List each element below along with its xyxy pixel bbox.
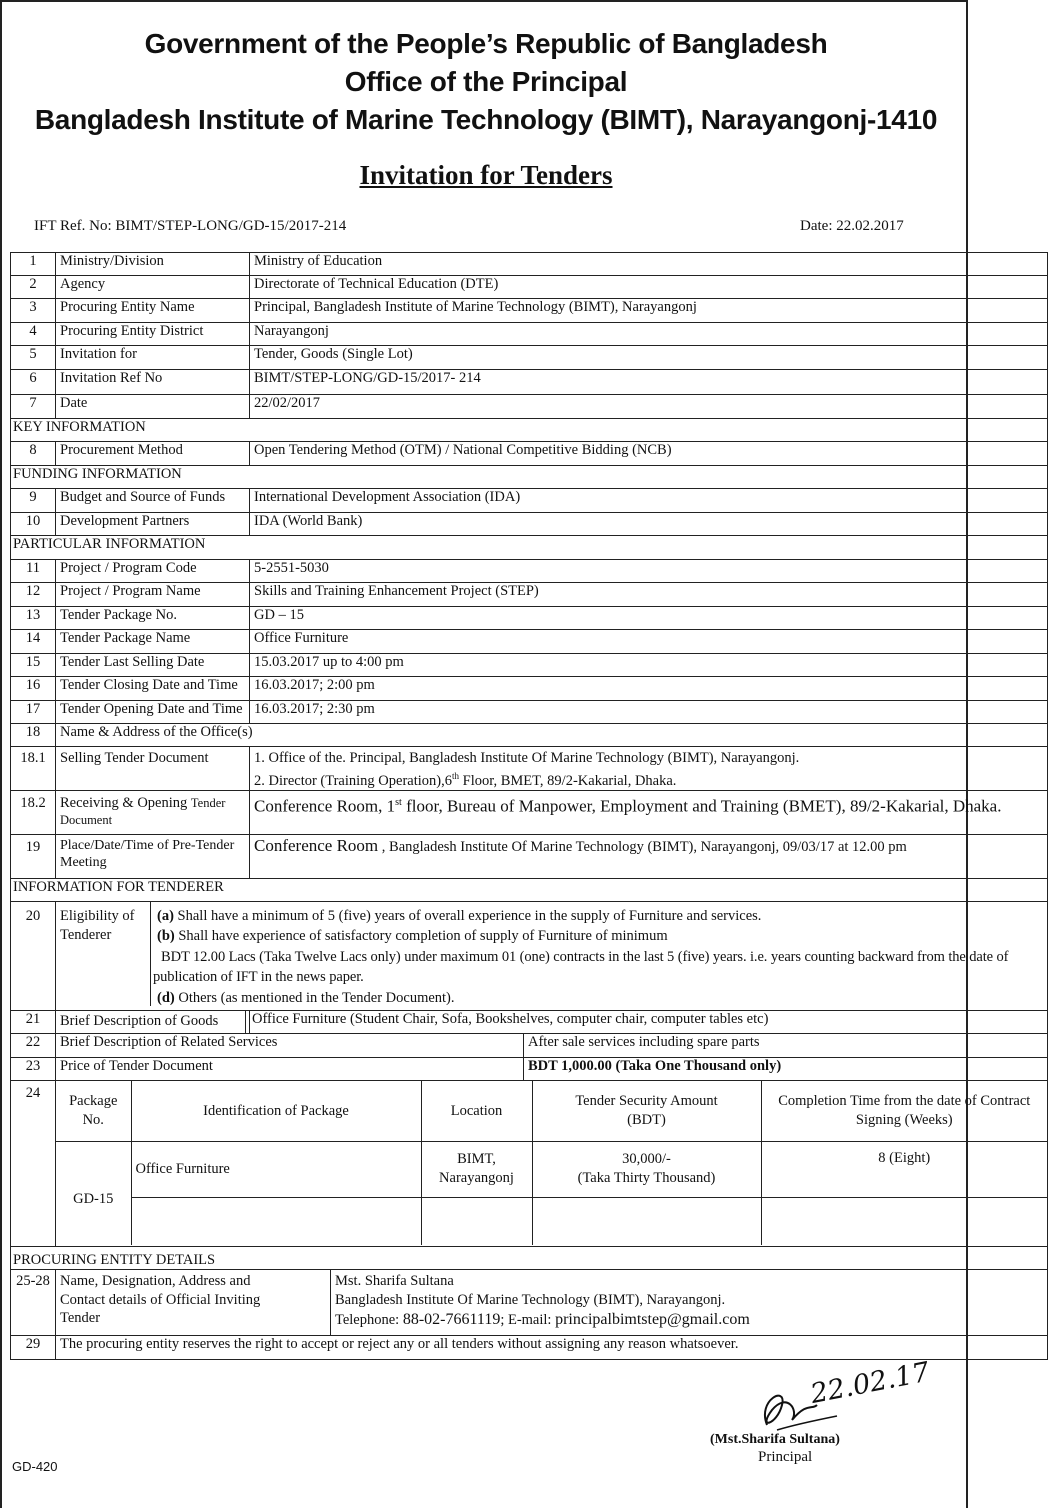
row-value: International Development Association (IDA)	[250, 489, 1048, 513]
row-number: 25-28	[11, 1270, 56, 1336]
row-number: 13	[11, 607, 56, 630]
package-location: BIMT, Narayangonj	[421, 1141, 532, 1197]
package-empty-row	[56, 1197, 1047, 1245]
row-number: 20	[11, 901, 56, 1011]
col-package-no: Package No.	[56, 1081, 131, 1141]
section-row	[11, 536, 1048, 560]
notice-title: Invitation for Tenders	[359, 160, 613, 190]
row-value: 16.03.2017; 2:30 pm	[250, 701, 1048, 724]
row-value: Office Furniture (Student Chair, Sofa, Bookshelves, computer chair, computer tables etc)	[250, 1011, 1048, 1034]
row-value: Tender, Goods (Single Lot)	[250, 346, 1048, 370]
table-row	[11, 630, 1048, 654]
row-label: Procuring Entity District	[56, 323, 250, 346]
row-number: 9	[11, 489, 56, 513]
row-label: Tender Package No.	[56, 607, 250, 630]
row-label: Selling Tender Document	[56, 747, 250, 791]
table-row	[11, 583, 1048, 607]
row-number: 10	[11, 513, 56, 536]
row-value: After sale services including spare parts	[524, 1034, 1048, 1058]
security-words: (Taka Thirty Thousand)	[577, 1170, 716, 1187]
package-completion-time: 8 (Eight)	[761, 1141, 1047, 1197]
text-part: Receiving & Opening	[60, 794, 191, 811]
col-completion-time: Completion Time from the date of Contract Signing (Weeks)	[761, 1081, 1047, 1141]
col-tender-security: Tender Security Amount (BDT)	[532, 1081, 761, 1141]
text-part: Others (as mentioned in the Tender Document).	[174, 989, 455, 1006]
text-part: 2. Director (Training Operation),6	[254, 772, 452, 789]
superscript: th	[452, 771, 460, 781]
row-label: Ministry/Division	[56, 253, 250, 276]
text-part: ; E-mail:	[500, 1312, 556, 1329]
row-label: Brief Description of Goods	[56, 1011, 246, 1033]
row-number: 2	[11, 276, 56, 299]
row-label: Tender Package Name	[56, 630, 250, 654]
row-value: Ministry of Education	[250, 253, 1048, 276]
header-institute: Bangladesh Institute of Marine Technology (BIMT), Narayangonj-1410	[34, 104, 938, 135]
table-row	[11, 607, 1048, 630]
row-text: The procuring entity reserves the right to accept or reject any or all tenders without assigning any reason whatsoever.	[56, 1336, 1048, 1360]
document-code: GD-420	[12, 1459, 58, 1474]
section-row	[11, 878, 1048, 901]
row-value	[331, 1270, 1048, 1336]
package-security	[532, 1141, 761, 1197]
section-information-for-tenderer: INFORMATION FOR TENDERER	[11, 878, 1048, 901]
goods-cell	[56, 1011, 250, 1034]
official-email: principalbimtstep@gmail.com	[555, 1311, 750, 1329]
package-number: GD-15	[56, 1141, 131, 1245]
row-value: BDT 1,000.00 (Taka One Thousand only)	[524, 1058, 1048, 1081]
row-label: Place/Date/Time of Pre-Tender Meeting	[56, 834, 250, 878]
row-value	[250, 790, 1048, 834]
table-row	[11, 513, 1048, 536]
table-row	[11, 395, 1048, 419]
tender-table	[10, 252, 1048, 1360]
text-part: Shall have experience of satisfactory completion of supply of Furniture of minimum	[174, 928, 668, 945]
table-row	[11, 442, 1048, 466]
superscript: st	[395, 796, 402, 808]
text-part: Telephone:	[335, 1312, 403, 1329]
row-label: Name & Address of the Office(s)	[56, 724, 1048, 747]
row-number: 6	[11, 370, 56, 395]
selling-office-line-1: 1. Office of the. Principal, Bangladesh Institute Of Marine Technology (BIMT), Narayangonj.	[254, 750, 800, 766]
row-value: 16.03.2017; 2:00 pm	[250, 677, 1048, 701]
header-office: Office of the Principal	[344, 66, 628, 97]
section-key-information: KEY INFORMATION	[11, 419, 1048, 442]
table-row	[11, 1058, 1048, 1081]
eligibility-criteria	[153, 902, 1047, 1011]
table-row	[11, 790, 1048, 834]
row-label: Budget and Source of Funds	[56, 489, 250, 513]
table-row	[11, 1034, 1048, 1058]
row-number: 24	[11, 1081, 56, 1247]
row-number: 22	[11, 1034, 56, 1058]
section-procuring-entity-details: PROCURING ENTITY DETAILS	[11, 1247, 1048, 1270]
row-label: Tender Opening Date and Time	[56, 701, 250, 724]
row-label: Project / Program Code	[56, 560, 250, 583]
row-value: Open Tendering Method (OTM) / National Competitive Bidding (NCB)	[250, 442, 1048, 466]
section-row	[11, 419, 1048, 442]
table-row	[11, 724, 1048, 747]
row-value	[250, 747, 1048, 791]
table-row	[11, 346, 1048, 370]
row-number: 21	[11, 1011, 56, 1034]
row-number: 15	[11, 654, 56, 677]
text-part: Shall have a minimum of 5 (five) years of overall experience in the supply of Furniture and services.	[173, 907, 762, 924]
col-location: Location	[421, 1081, 532, 1141]
text-part: floor, Bureau of Manpower, Employment and Training (BMET), 89/2-Kakarial, Dhaka.	[401, 796, 1002, 816]
package-cell	[56, 1081, 1048, 1247]
eligibility-cell	[56, 901, 1048, 1011]
selling-office-line-2	[254, 767, 1043, 790]
section-row	[11, 1247, 1048, 1270]
row-label: Development Partners	[56, 513, 250, 536]
text-part: Tender Document	[60, 795, 226, 827]
table-row	[11, 654, 1048, 677]
row-number: 4	[11, 323, 56, 346]
row-label: Project / Program Name	[56, 583, 250, 607]
row-number: 17	[11, 701, 56, 724]
row-number: 23	[11, 1058, 56, 1081]
row-number: 12	[11, 583, 56, 607]
row-value: Office Furniture	[250, 630, 1048, 654]
table-row	[11, 560, 1048, 583]
row-number: 5	[11, 346, 56, 370]
section-row	[11, 466, 1048, 489]
row-value: GD – 15	[250, 607, 1048, 630]
criteria-a	[157, 906, 1045, 927]
row-label: Date	[56, 395, 250, 419]
row-value: BIMT/STEP-LONG/GD-15/2017- 214	[250, 370, 1048, 395]
package-data-row	[56, 1141, 1047, 1197]
section-funding-information: FUNDING INFORMATION	[11, 466, 1048, 489]
row-number: 8	[11, 442, 56, 466]
package-name: Office Furniture	[131, 1141, 421, 1197]
row-label: Eligibility of Tenderer	[56, 902, 151, 1006]
row-label: Procuring Entity Name	[56, 299, 250, 323]
row-label: Tender Closing Date and Time	[56, 677, 250, 701]
row-number: 29	[11, 1336, 56, 1360]
row-number: 18	[11, 724, 56, 747]
row-number: 1	[11, 253, 56, 276]
package-header-row	[56, 1081, 1047, 1141]
criteria-b-continued: BDT 12.00 Lacs (Taka Twelve Lacs only) under maximum 01 (one) contracts in the last 5 (five) years. i.e. years counting backward from the date of publication of IFT in the news paper.	[153, 948, 1009, 986]
row-value: Principal, Bangladesh Institute of Marine Technology (BIMT), Narayangonj	[250, 299, 1048, 323]
table-row	[11, 370, 1048, 395]
official-contact	[335, 1310, 1043, 1330]
row-value: 22/02/2017	[250, 395, 1048, 419]
official-address: Bangladesh Institute Of Marine Technology (BIMT), Narayangonj.	[335, 1292, 726, 1309]
package-table	[56, 1081, 1047, 1245]
row-label: Agency	[56, 276, 250, 299]
row-label	[56, 790, 250, 834]
row-number: 11	[11, 560, 56, 583]
row-value: Narayangonj	[250, 323, 1048, 346]
security-amount: 30,000/-	[622, 1151, 671, 1168]
text-part: Conference Room	[254, 835, 379, 855]
row-number: 7	[11, 395, 56, 419]
table-row	[11, 677, 1048, 701]
row-number: 3	[11, 299, 56, 323]
criteria-b	[157, 926, 1045, 947]
signatory-name: (Mst.Sharifa Sultana)	[710, 1432, 840, 1447]
row-label: Invitation for	[56, 346, 250, 370]
col-identification: Identification of Package	[131, 1081, 421, 1141]
row-value	[250, 834, 1048, 878]
row-number: 16	[11, 677, 56, 701]
row-value: 5-2551-5030	[250, 560, 1048, 583]
row-label: Procurement Method	[56, 442, 250, 466]
row-number: 18.1	[11, 747, 56, 791]
row-value: Skills and Training Enhancement Project (STEP)	[250, 583, 1048, 607]
row-number: 14	[11, 630, 56, 654]
text-part: Floor, BMET, 89/2-Kakarial, Dhaka.	[459, 772, 677, 789]
table-row	[11, 701, 1048, 724]
signature-date: 22.02.17	[808, 1356, 933, 1410]
table-row	[11, 1011, 1048, 1034]
row-number: 18.2	[11, 790, 56, 834]
official-name: Mst. Sharifa Sultana	[335, 1273, 454, 1290]
official-telephone: 88-02-7661119	[402, 1311, 501, 1329]
row-label: Price of Tender Document	[56, 1058, 524, 1081]
criteria-d	[157, 988, 1045, 1009]
section-particular-information: PARTICULAR INFORMATION	[11, 536, 1048, 560]
table-row	[11, 1081, 1048, 1247]
row-value: 15.03.2017 up to 4:00 pm	[250, 654, 1048, 677]
table-row	[11, 276, 1048, 299]
table-row	[11, 253, 1048, 276]
ift-ref-no: IFT Ref. No: BIMT/STEP-LONG/GD-15/2017-214	[34, 218, 347, 234]
signatory-title: Principal	[758, 1449, 813, 1465]
table-row	[11, 834, 1048, 878]
table-row	[11, 1270, 1048, 1336]
row-label: Tender Last Selling Date	[56, 654, 250, 677]
text-part: Conference Room, 1	[254, 796, 396, 816]
table-row	[11, 747, 1048, 791]
row-label: Brief Description of Related Services	[56, 1034, 524, 1058]
text-part: (b)	[157, 928, 175, 945]
row-number: 19	[11, 834, 56, 878]
text-part: (a)	[157, 907, 174, 924]
row-label: Name, Designation, Address and Contact details of Official Inviting Tender	[56, 1270, 331, 1336]
row-value: Directorate of Technical Education (DTE)	[250, 276, 1048, 299]
table-row	[11, 1336, 1048, 1360]
table-row	[11, 299, 1048, 323]
text-part: , Bangladesh Institute Of Marine Technology (BIMT), Narayangonj, 09/03/17 at 12.00 pm	[378, 838, 907, 855]
header-government: Government of the People’s Republic of Bangladesh	[144, 28, 828, 59]
table-row	[11, 901, 1048, 1011]
table-row	[11, 323, 1048, 346]
row-value: IDA (World Bank)	[250, 513, 1048, 536]
table-row	[11, 489, 1048, 513]
text-part: (d)	[157, 989, 175, 1006]
notice-date: Date: 22.02.2017	[800, 218, 904, 234]
row-label: Invitation Ref No	[56, 370, 250, 395]
